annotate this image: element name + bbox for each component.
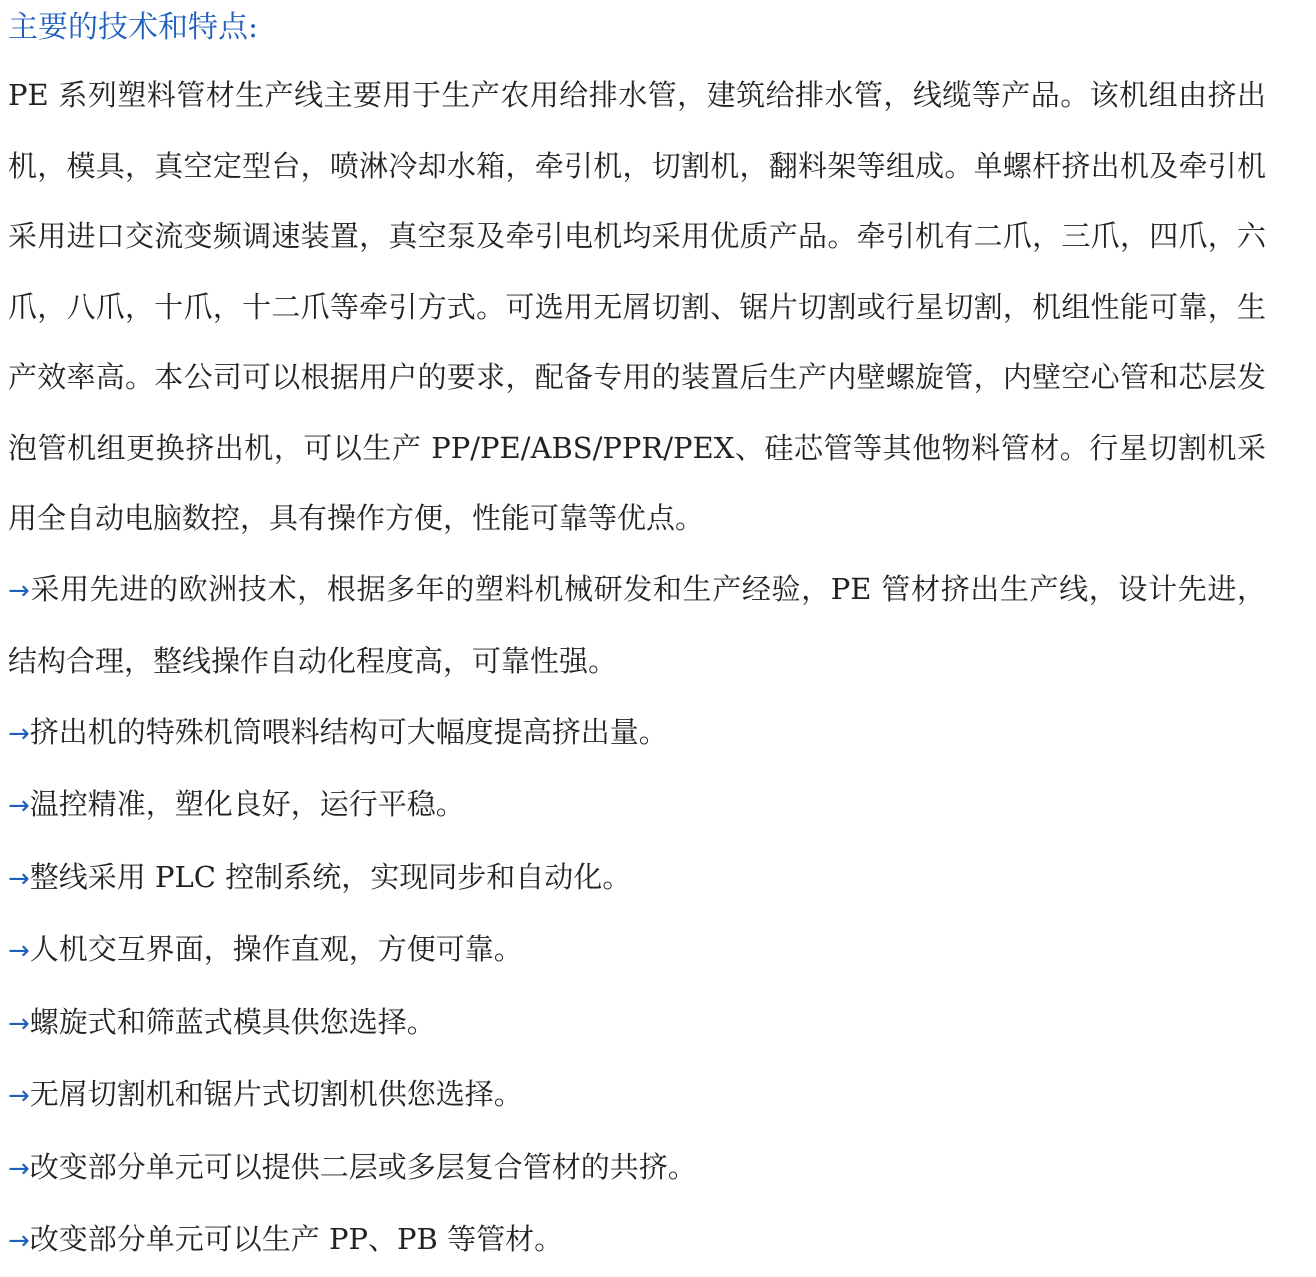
feature-item xyxy=(8,769,1266,842)
arrow-icon: → xyxy=(8,1081,30,1111)
feature-item xyxy=(8,1132,1266,1205)
feature-item xyxy=(8,1204,1266,1277)
feature-text: 挤出机的特殊机筒喂料结构可大幅度提高挤出量。 xyxy=(29,714,668,749)
arrow-icon: → xyxy=(8,1008,30,1039)
arrow-icon: → xyxy=(8,791,30,821)
feature-item xyxy=(8,697,1266,770)
feature-text: 螺旋式和筛蓝式模具供您选择。 xyxy=(29,1004,436,1039)
feature-item xyxy=(8,842,1266,915)
arrow-icon: → xyxy=(8,718,30,749)
feature-item xyxy=(8,987,1266,1060)
arrow-icon: → xyxy=(8,1226,30,1256)
feature-text: 人机交互界面，操作直观，方便可靠。 xyxy=(29,932,523,966)
feature-item xyxy=(8,554,1266,697)
intro-paragraph: PE 系列塑料管材生产线主要用于生产农用给排水管，建筑给排水管，线缆等产品。该机组由挤出机，模具，真空定型台，喷淋冷却水箱，牵引机，切割机，翻料架等组成。单螺杆挤出机及牵引机采用进口交流变频调速装置，真空泵及牵引电机均采用优质产品。牵引机有二爪，三爪，四爪，六爪，八爪，十爪，十二爪等牵引方式。可选用无屑切割、锯片切割或行星切割，机组性能可靠，生产效率高。本公司可以根据用户的要求，配备专用的装置后生产内壁螺旋管，内壁空心管和芯层发泡管机组更换挤出机，可以生产 PP/PE/ABS/PPR/PEX、硅芯管等其他物料管材。行星切割机采用全自动电脑数控，具有操作方便，性能可靠等优点。 xyxy=(8,78,1266,535)
feature-item xyxy=(8,1059,1266,1132)
arrow-icon: → xyxy=(8,1153,30,1184)
feature-text: 温控精准，塑化良好，运行平稳。 xyxy=(29,787,465,821)
section-heading: 主要的技术和特点: xyxy=(8,10,259,45)
feature-text: 无屑切割机和锯片式切割机供您选择。 xyxy=(29,1077,523,1111)
feature-text: 改变部分单元可以提供二层或多层复合管材的共挤。 xyxy=(29,1149,697,1184)
document xyxy=(8,0,1266,1277)
arrow-icon: → xyxy=(8,575,30,606)
feature-text: 改变部分单元可以生产 PP、PB 等管材。 xyxy=(29,1222,564,1256)
feature-text: 采用先进的欧洲技术，根据多年的塑料机械研发和生产经验，PE 管材挤出生产线，设计先进，结构合理，整线操作自动化程度高，可靠性强。 xyxy=(8,571,1266,678)
arrow-icon: → xyxy=(8,936,30,966)
feature-text: 整线采用 PLC 控制系统，实现同步和自动化。 xyxy=(29,859,632,894)
feature-item xyxy=(8,914,1266,987)
arrow-icon: → xyxy=(8,863,30,894)
